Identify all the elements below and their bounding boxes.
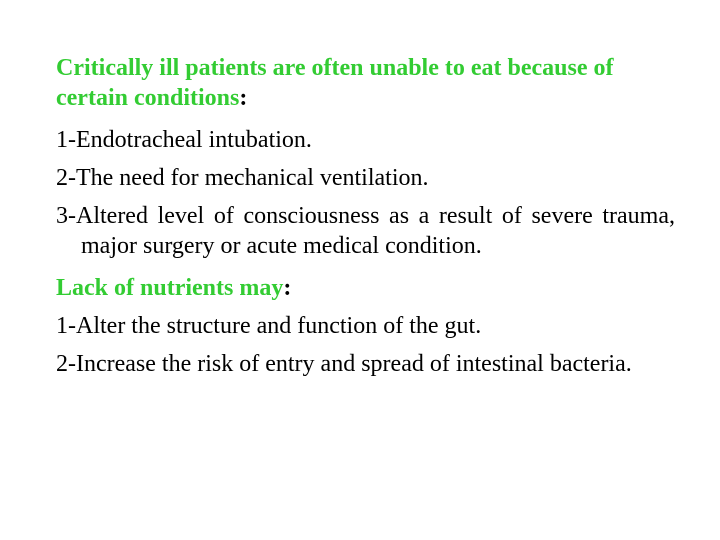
section2-heading [56, 269, 675, 307]
section1-heading [56, 53, 675, 113]
section1-item-3: 3-Altered level of consciousness as a result of severe trauma, major surgery or acute medical condition. [56, 203, 675, 259]
section1-heading-colon: : [239, 85, 248, 111]
section2-heading-colon: : [283, 275, 292, 301]
section2-item-2: 2-Increase the risk of entry and spread of intestinal bacteria. [56, 351, 632, 377]
section1-item-2: 2-The need for mechanical ventilation. [56, 165, 429, 191]
section1-heading-text: Critically ill patients are often unable to eat because of certain conditions [56, 55, 614, 111]
section2-item-1: 1-Alter the structure and function of the gut. [56, 313, 482, 339]
slide-content [56, 53, 675, 387]
section1-item-1: 1-Endotracheal intubation. [56, 127, 312, 153]
section2-heading-text: Lack of nutrients may [56, 275, 284, 301]
